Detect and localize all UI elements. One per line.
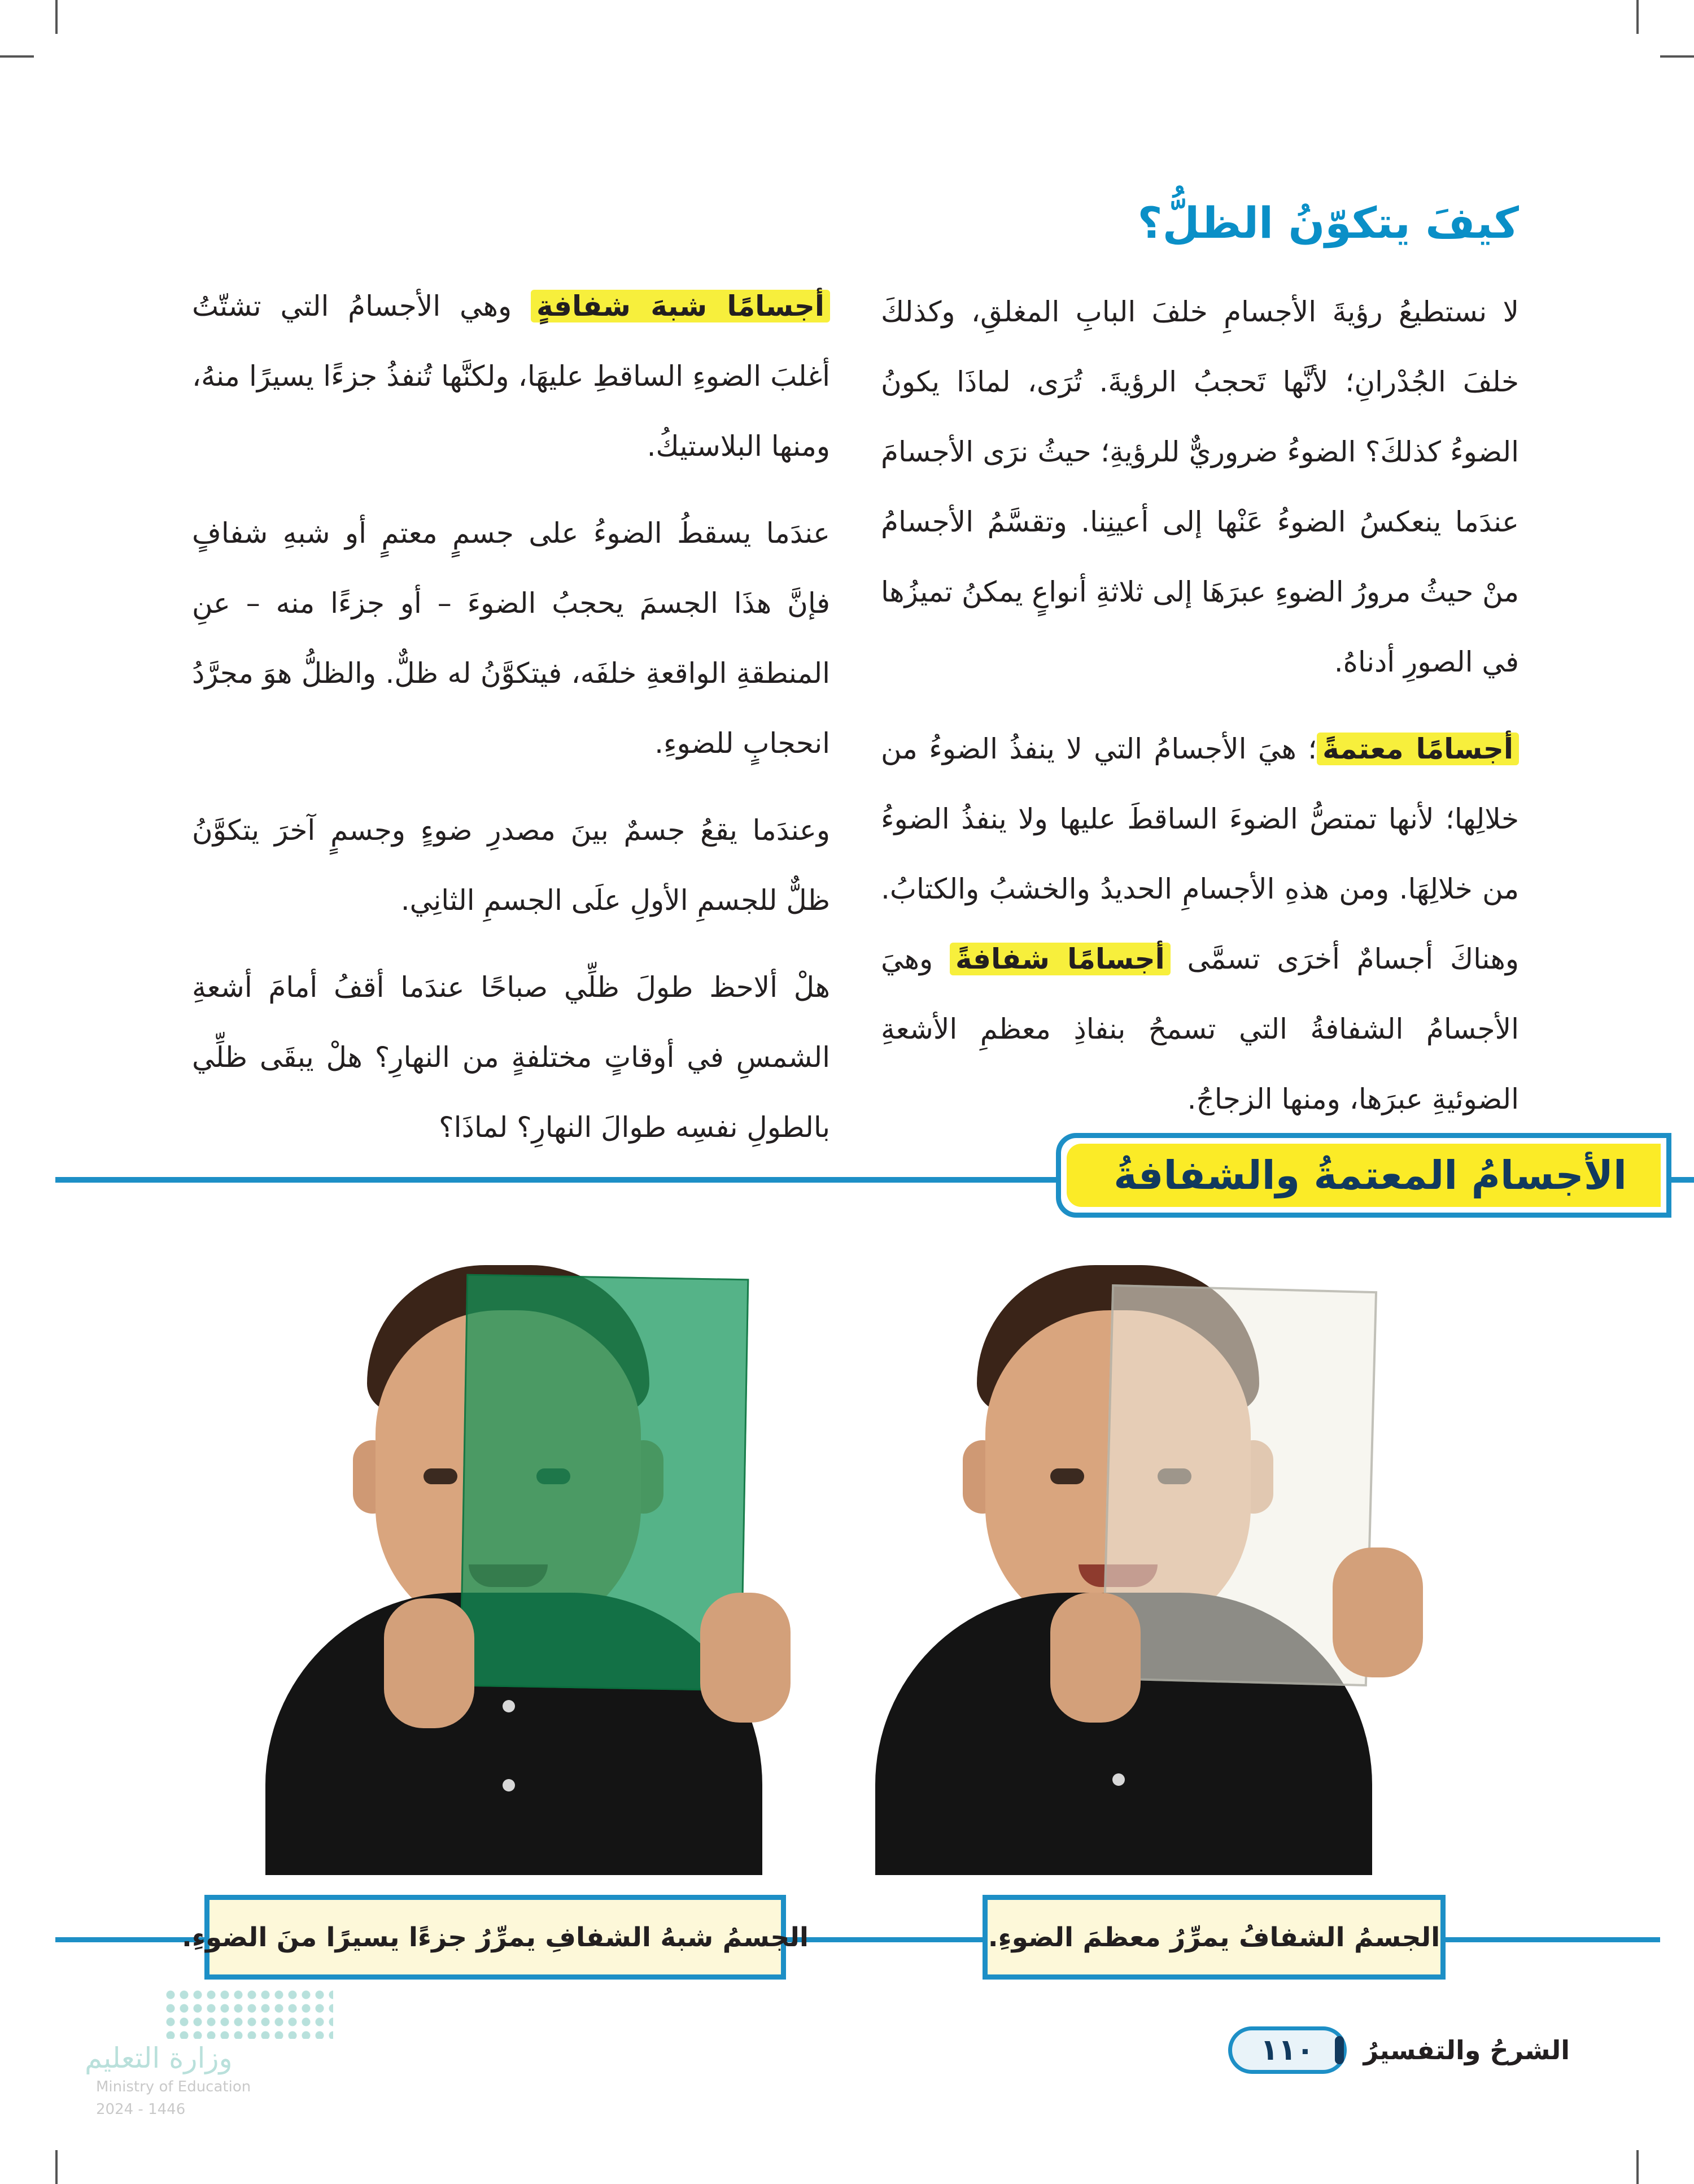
watermark-year: 2024 - 1446 (96, 2101, 186, 2118)
shadow-between-paragraph: وعندَما يقعُ جسمٌ بينَ مصدرِ ضوءٍ وجسمٍ آخرَ يتكوَّنُ ظلٌّ للجسمِ الأولِ علَى الجسمِ الثانِي. (192, 814, 830, 917)
watermark-arabic: وزارة التعليم (85, 2042, 233, 2074)
shirt-button (503, 1700, 515, 1712)
banner-fill (1067, 1144, 1661, 1207)
caption-transparent (983, 1895, 1446, 1980)
boy-hand (1050, 1593, 1141, 1723)
shirt-button (1112, 1773, 1125, 1786)
section-banner (1056, 1133, 1671, 1218)
right-text-column (881, 181, 1519, 1151)
caption-translucent (182, 1895, 809, 1980)
opaque-definition: ؛ هيَ الأجسامُ التي لا ينفذُ الضوءُ من خلالِها؛ لأنها تمتصُّ الضوءَ الساقطَ عليها ولا ينفذُ الضوءُ من خلالِهَا. ومن هذهِ الأجسامِ الحديدُ والخشبُ والكتابُ. وهناكَ أجسامٌ أخرَى تسمَّى (881, 733, 1519, 975)
photo-translucent-sheet (254, 1231, 819, 1875)
intro-paragraph: لا نستطيعُ رؤيةَ الأجسامِ خلفَ البابِ المغلقِ، وكذلكَ خلفَ الجُدْرانِ؛ لأنَّها تَحجبُ الرؤيةَ. تُرَى، لماذَا يكونُ الضوءُ كذلكَ؟ الضوءُ ضروريٌّ للرؤيةِ؛ حيثُ نرَى الأجسامَ عندَما ينعكسُ الضوءُ عَنْها إلى أعينِنا. وتقسَّمُ الأجسامُ منْ حيثُ مرورُ الضوءِ عبرَهَا إلى ثلاثةِ أنواعٍ يمكنُ تميزُها في الصورِ أدناهُ. (881, 295, 1519, 678)
page-footer-tab (1228, 2025, 1587, 2076)
watermark-english: Ministry of Education (96, 2078, 251, 2095)
crop-mark (55, 2150, 58, 2184)
left-text-column (192, 271, 830, 1179)
crop-mark (1660, 55, 1694, 58)
crop-mark (1636, 2150, 1639, 2184)
crop-mark (1636, 0, 1639, 34)
photo-transparent-sheet (864, 1231, 1429, 1875)
ministry-watermark (85, 1988, 339, 2124)
translucent-term: أجسامًا شبهَ شفافةٍ (531, 290, 830, 322)
shirt-button (503, 1779, 515, 1791)
shadow-paragraph: عندَما يسقطُ الضوءُ على جسمٍ معتمٍ أو شبهِ شفافٍ فإنَّ هذَا الجسمَ يحجبُ الضوءَ – أو جزءًا منه – عنِ المنطقةِ الواقعةِ خلفَه، فيتكوَّنُ له ظلٌّ. والظلُّ هوَ مجرَّدُ انحجابٍ للضوءِ. (192, 517, 830, 760)
crop-mark (55, 0, 58, 34)
footer-section-label: الشرحُ والتفسيرُ (1363, 2035, 1570, 2065)
transparent-definition: وهيَ الأجسامُ الشفافةُ التي تسمحُ بنفاذِ معظمِ الأشعةِ الضوئيةِ عبرَها، ومنها الزجاجُ. (881, 943, 1519, 1115)
question-paragraph: هلْ ألاحظ طولَ ظلِّي صباحًا عندَما أقفُ أمامَ أشعةِ الشمسِ في أوقاتٍ مختلفةٍ من النهارِ؟ هلْ يبقَى ظلِّي بالطولِ نفسِه طوالَ النهارِ؟ لماذَا؟ (192, 971, 830, 1144)
page-number-badge (1228, 2026, 1347, 2074)
section-heading: كيفَ يتكوّنُ الظلُّ؟ (1137, 198, 1519, 248)
transparent-term: أجسامًا شفافةً (950, 943, 1171, 975)
boy-hand (384, 1598, 474, 1728)
ministry-logo-icon (164, 1988, 333, 2039)
caption-translucent-text: الجسمُ شبهُ الشفافِ يمرِّرُ جزءًا يسيرًا منَ الضوءِ. (182, 1921, 809, 1953)
translucent-definition: وهي الأجسامُ التي تشتّتُ أغلبَ الضوءِ الساقطِ عليهَا، ولكنَّها تُنفذُ جزءًا يسيرًا منهُ، ومنها البلاستيكُ. (192, 290, 830, 463)
boy-hand (700, 1593, 791, 1723)
opaque-term: أجسامًا معتمةً (1317, 733, 1519, 765)
translucent-paragraph (192, 271, 830, 481)
boy-eye (1050, 1468, 1084, 1484)
opaque-transparent-paragraph (881, 714, 1519, 1134)
caption-transparent-text: الجسمُ الشفافُ يمرِّرُ معظمَ الضوءِ. (988, 1921, 1440, 1953)
boy-eye (424, 1468, 457, 1484)
banner-title: الأجسامُ المعتمةُ والشفافةُ (1114, 1152, 1627, 1198)
boy-hand (1333, 1547, 1423, 1677)
page-number: ١١٠ (1260, 2033, 1315, 2067)
crop-mark (0, 55, 34, 58)
